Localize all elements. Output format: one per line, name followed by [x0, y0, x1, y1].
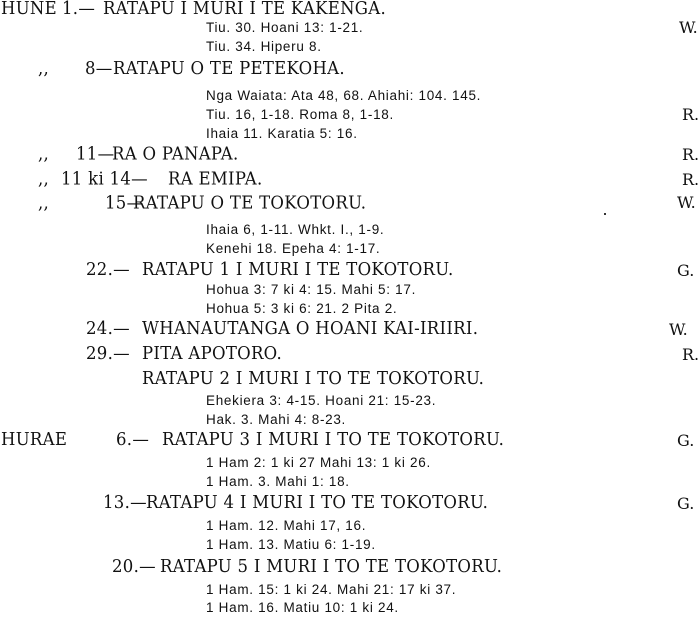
entry-day: 1.— — [62, 0, 96, 19]
liturgical-color: W. — [669, 320, 688, 339]
month-label: HURAE — [1, 429, 68, 450]
reading-line: Ihaia 6, 1-11. Whkt. I., 1-9. — [206, 222, 385, 237]
liturgical-color: W. — [679, 18, 698, 37]
entry-title: RA O PANAPA. — [112, 143, 239, 164]
liturgical-color: R. — [682, 170, 700, 189]
entry-day: 15— — [105, 192, 144, 213]
entry-day: 29.— — [86, 343, 130, 364]
reading-line: 1 Ham 2: 1 ki 27 Mahi 13: 1 ki 26. — [206, 455, 431, 470]
entry-title: RATAPU 5 I MURI I TO TE TOKOTORU. — [160, 556, 503, 577]
stray-dot — [604, 213, 606, 215]
reading-line: 1 Ham. 13. Matiu 6: 1-19. — [206, 537, 376, 552]
reading-line: Hohua 3: 7 ki 4: 15. Mahi 5: 17. — [206, 282, 417, 297]
entry-title: RA EMIPA. — [168, 168, 263, 189]
reading-line: 1 Ham. 3. Mahi 1: 18. — [206, 474, 350, 489]
reading-line: 1 Ham. 12. Mahi 17, 16. — [206, 518, 367, 533]
entry-title: WHANAUTANGA O HOANI KAI-IRIIRI. — [142, 318, 479, 339]
reading-line: Tiu. 30. Hoani 13: 1-21. — [206, 20, 364, 35]
liturgical-color: R. — [682, 105, 700, 124]
reading-line: Ehekiera 3: 4-15. Hoani 21: 15-23. — [206, 393, 437, 408]
reading-line: Tiu. 34. Hiperu 8. — [206, 39, 322, 54]
entry-title: RATAPU 3 I MURI I TO TE TOKOTORU. — [162, 429, 505, 450]
entry-day: 24.— — [86, 318, 130, 339]
liturgical-color: G. — [677, 261, 695, 280]
reading-line: 1 Ham. 15: 1 ki 24. Mahi 21: 17 ki 37. — [206, 582, 457, 597]
entry-title: RATAPU 4 I MURI I TO TE TOKOTORU. — [146, 492, 489, 513]
reading-line: Ihaia 11. Karatia 5: 16. — [206, 126, 358, 141]
entry-title: RATAPU I MURI I TE KAKENGA. — [103, 0, 387, 19]
entry-day: 11— — [76, 143, 115, 164]
month-label: HUNE — [1, 0, 57, 19]
reading-line: Nga Waiata: Ata 48, 68. Ahiahi: 104. 145. — [206, 88, 482, 103]
liturgical-color: G. — [677, 494, 695, 513]
reading-line: Hohua 5: 3 ki 6: 21. 2 Pita 2. — [206, 301, 398, 316]
reading-line: 1 Ham. 16. Matiu 10: 1 ki 24. — [206, 600, 399, 615]
entry-title: RATAPU 1 I MURI I TE TOKOTORU. — [142, 259, 454, 280]
liturgical-color: W. — [677, 193, 696, 212]
entry-day: 22.— — [86, 259, 130, 280]
entry-day: 20.— — [112, 556, 156, 577]
entry-title: PITA APOTORO. — [142, 343, 283, 364]
entry-title: RATAPU O TE PETEKOHA. — [113, 58, 345, 79]
liturgical-color: G. — [677, 431, 695, 450]
ditto-mark: ,, — [38, 58, 50, 79]
entry-day: 11 ki 14— — [61, 168, 148, 189]
entry-day: 6.— — [116, 429, 150, 450]
liturgical-color: R. — [682, 145, 700, 164]
ditto-mark: ,, — [38, 192, 50, 213]
ditto-mark: ,, — [38, 168, 50, 189]
entry-day: 8— — [85, 58, 113, 79]
reading-line: Tiu. 16, 1-18. Roma 8, 1-18. — [206, 107, 394, 122]
reading-line: Hak. 3. Mahi 4: 8-23. — [206, 412, 347, 427]
entry-day: 13.— — [103, 492, 147, 513]
liturgical-color: R. — [682, 345, 700, 364]
entry-title: RATAPU 2 I MURI I TO TE TOKOTORU. — [142, 368, 485, 389]
entry-title: RATAPU O TE TOKOTORU. — [133, 192, 367, 213]
reading-line: Kenehi 18. Epeha 4: 1-17. — [206, 241, 381, 256]
ditto-mark: ,, — [38, 143, 50, 164]
